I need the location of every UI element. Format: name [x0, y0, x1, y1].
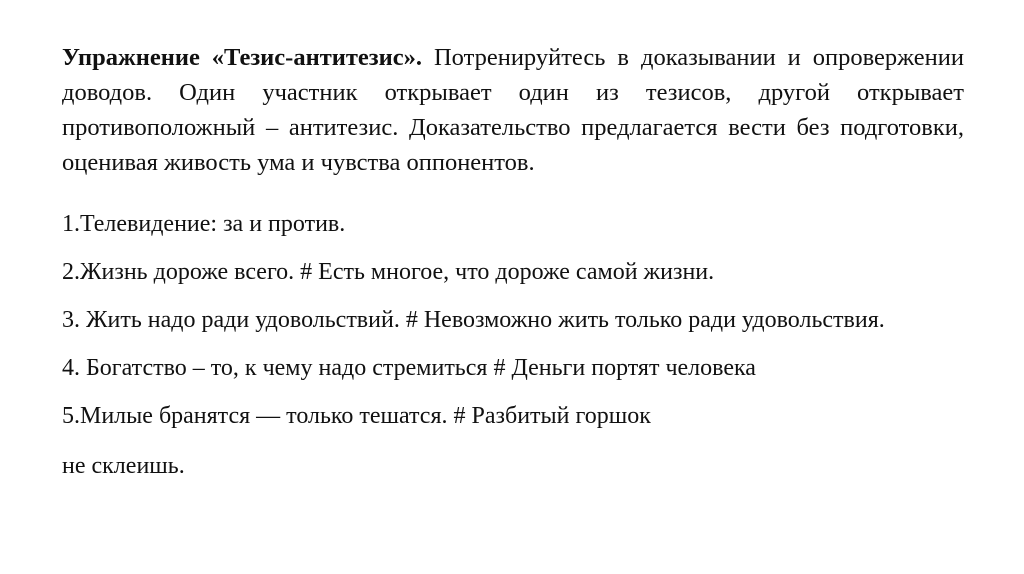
thesis-item-4: 4. Богатство – то, к чему надо стремиться # Деньги портят человека [62, 355, 756, 381]
exercise-instructions: Потренируйтесь в доказывании и опровержении доводов. Один участник открывает один из тезисов, другой открывает противоположный – антитезис. Доказательство предлагается вести без подготовки, оценивая живость ума и чувства оппонентов. [62, 44, 964, 176]
thesis-item-2: 2.Жизнь дороже всего. # Есть многое, что дороже самой жизни. [62, 259, 715, 285]
thesis-item-5: 5.Милые бранятся — только тешатся. # Разбитый горшок [62, 403, 651, 429]
thesis-item-1: 1.Телевидение: за и против. [62, 211, 346, 237]
thesis-item-3: 3. Жить надо ради удовольствий. # Невозможно жить только ради удовольствия. [62, 307, 885, 333]
exercise-description [62, 40, 964, 180]
exercise-title: Упражнение «Тезис-антитезис». [62, 44, 422, 71]
thesis-item-5-continuation: не склеишь. [62, 453, 185, 479]
